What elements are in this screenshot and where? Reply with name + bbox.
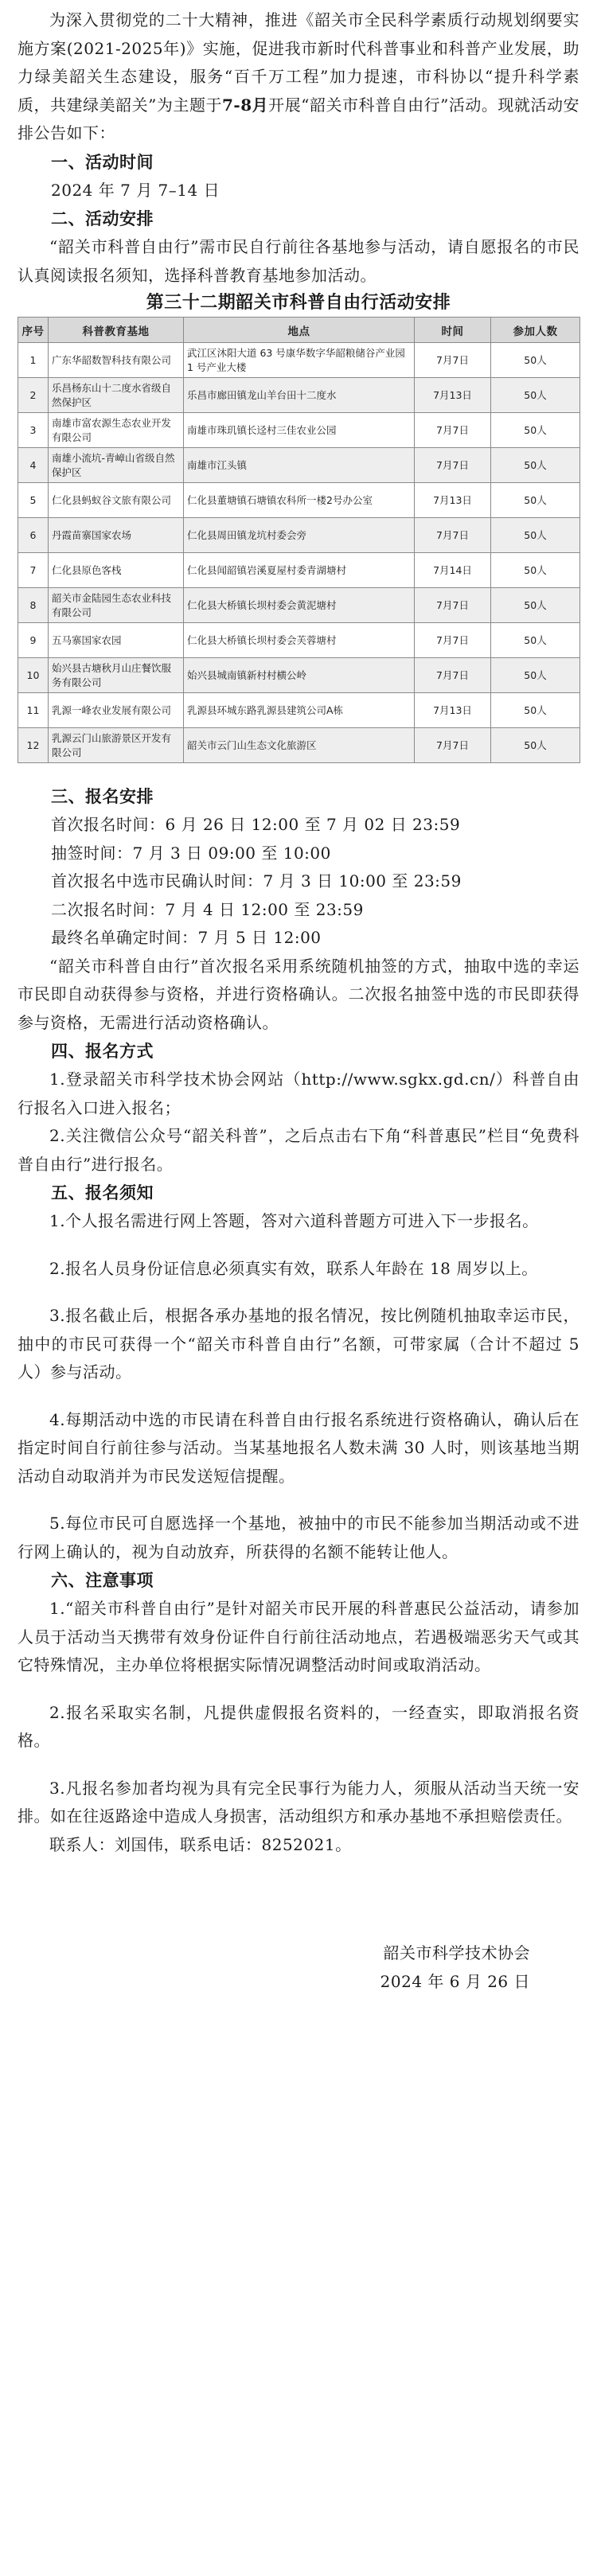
cell-index: 1 xyxy=(18,343,49,378)
table-header-row xyxy=(18,318,580,343)
table-row xyxy=(18,728,580,763)
cell-count: 50人 xyxy=(491,518,580,553)
notice-item: 3.报名截止后，根据各承办基地的报名情况，按比例随机抽取幸运市民，抽中的市民可获得一个“韶关市科普自由行”名额，可带家属（合计不超过 5 人）参与活动。 xyxy=(18,1306,579,1382)
schedule-line: 最终名单确定时间：7 月 5 日 12:00 xyxy=(51,928,322,947)
schedule-line: 二次报名时间：7 月 4 日 12:00 至 23:59 xyxy=(51,899,364,919)
cell-time: 7月7日 xyxy=(415,658,491,693)
cell-count: 50人 xyxy=(491,588,580,623)
cell-location: 乐昌市廊田镇龙山羊台田十二度水 xyxy=(184,378,415,413)
notice-item: 1.个人报名需进行网上答题，答对六道科普题方可进入下一步报名。 xyxy=(49,1211,539,1230)
caution-item: 3.凡报名参加者均视为具有完全民事行为能力人，须服从活动当天统一安排。如在往返路途中造成人身损害，活动组织方和承办基地不承担赔偿责任。 xyxy=(18,1778,579,1826)
cell-count: 50人 xyxy=(491,623,580,658)
cell-base: 仁化县蚂蚁谷文旅有限公司 xyxy=(49,483,184,518)
notice-item: 4.每期活动中选的市民请在科普自由行报名系统进行资格确认，确认后在指定时间自行前往参与活动。当某基地报名人数未满 30 人时，则该基地当期活动自动取消并为市民发送短信提醒。 xyxy=(18,1409,579,1486)
cell-index: 3 xyxy=(18,413,49,448)
cell-location: 始兴县城南镇新村村横公岭 xyxy=(184,658,415,693)
cell-time: 7月7日 xyxy=(415,588,491,623)
section2-heading: 二、活动安排 xyxy=(51,209,154,228)
header-location: 地点 xyxy=(184,318,415,343)
cell-index: 9 xyxy=(18,623,49,658)
cell-location: 武江区沐阳大道 63 号康华数字华韶粮储谷产业园 1 号产业大楼 xyxy=(184,343,415,378)
table-row xyxy=(18,413,580,448)
signature-org: 韶关市科学技术协会 xyxy=(383,1943,530,1962)
caution-item: 2.报名采取实名制，凡提供虚假报名资料的，一经查实，即取消报名资格。 xyxy=(18,1702,579,1750)
table-row xyxy=(18,658,580,693)
cell-index: 4 xyxy=(18,448,49,483)
cell-base: 南雄市富农源生态农业开发有限公司 xyxy=(49,413,184,448)
cell-location: 仁化县闻韶镇岩溪夏屋村委青湖塘村 xyxy=(184,553,415,588)
schedule-line: 首次报名时间：6 月 26 日 12:00 至 7 月 02 日 23:59 xyxy=(51,815,461,834)
signup-method-item: 2.关注微信公众号“韶关科普”，之后点击右下角“科普惠民”栏目“免费科普自由行”进行报名。 xyxy=(18,1126,579,1174)
table-row xyxy=(18,343,580,378)
cell-index: 5 xyxy=(18,483,49,518)
intro-bold-dates: 7-8月 xyxy=(221,95,269,115)
intro-text: 为深入贯彻党的二十大精神，推进《韶关市全民科学素质行动规划纲要实施方案(2021-2025年)》实施，促进我市新时代科普事业和科普产业发展，助力绿美韶关生态建设，服务“百千万工程”加力提速，市科协以“提升科学素质，共建绿美韶关”为主题于 xyxy=(18,10,579,115)
cell-location: 仁化县董塘镇石塘镇农科所一楼2号办公室 xyxy=(184,483,415,518)
table-row xyxy=(18,518,580,553)
cell-location: 南雄市珠玑镇长迳村三佳农业公园 xyxy=(184,413,415,448)
cell-base: 始兴县古塘秋月山庄餐饮服务有限公司 xyxy=(49,658,184,693)
section1-heading: 一、活动时间 xyxy=(51,152,154,172)
cell-count: 50人 xyxy=(491,693,580,728)
section4-heading: 四、报名方式 xyxy=(51,1042,154,1061)
cell-count: 50人 xyxy=(491,553,580,588)
table-row xyxy=(18,448,580,483)
intro-paragraph xyxy=(18,6,579,148)
cell-location: 仁化县大桥镇长坝村委会黄泥塘村 xyxy=(184,588,415,623)
cell-index: 8 xyxy=(18,588,49,623)
schedule-line: 首次报名中选市民确认时间：7 月 3 日 10:00 至 23:59 xyxy=(51,871,462,890)
contact-line: 联系人：刘国伟，联系电话：8252021。 xyxy=(49,1834,352,1854)
cell-base: 仁化县原色客栈 xyxy=(49,553,184,588)
header-count: 参加人数 xyxy=(491,318,580,343)
cell-location: 仁化县大桥镇长坝村委会芙蓉塘村 xyxy=(184,623,415,658)
cell-time: 7月7日 xyxy=(415,413,491,448)
cell-count: 50人 xyxy=(491,448,580,483)
cell-time: 7月13日 xyxy=(415,483,491,518)
header-time: 时间 xyxy=(415,318,491,343)
intro-text-tail: 开展“韶关市科普自由行”活动。现就活动安排公告如下： xyxy=(18,95,579,142)
section6-heading: 六、注意事项 xyxy=(51,1571,154,1590)
cell-location: 仁化县周田镇龙坑村委会旁 xyxy=(184,518,415,553)
cell-time: 7月14日 xyxy=(415,553,491,588)
cell-count: 50人 xyxy=(491,658,580,693)
cell-time: 7月7日 xyxy=(415,728,491,763)
table-row xyxy=(18,378,580,413)
cell-time: 7月7日 xyxy=(415,623,491,658)
cell-index: 11 xyxy=(18,693,49,728)
cell-count: 50人 xyxy=(491,378,580,413)
cell-base: 韶关市金陆园生态农业科技有限公司 xyxy=(49,588,184,623)
table-row xyxy=(18,483,580,518)
cell-base: 乳源云门山旅游景区开发有限公司 xyxy=(49,728,184,763)
cell-base: 乳源一峰农业发展有限公司 xyxy=(49,693,184,728)
signup-method-item: 1.登录韶关市科学技术协会网站（http://www.sgkx.gd.cn/）科普自由行报名入口进入报名； xyxy=(18,1070,579,1117)
schedule-line: 抽签时间：7 月 3 日 09:00 至 10:00 xyxy=(51,843,331,863)
cell-time: 7月13日 xyxy=(415,693,491,728)
section2-text: “韶关市科普自由行”需市民自行前往各基地参与活动，请自愿报名的市民认真阅读报名须知，选择科普教育基地参加活动。 xyxy=(18,237,579,285)
cell-count: 50人 xyxy=(491,343,580,378)
cell-location: 乳源县环城东路乳源县建筑公司A栋 xyxy=(184,693,415,728)
cell-time: 7月7日 xyxy=(415,343,491,378)
cell-time: 7月13日 xyxy=(415,378,491,413)
cell-count: 50人 xyxy=(491,728,580,763)
cell-base: 广东华韶数智科技有限公司 xyxy=(49,343,184,378)
cell-index: 12 xyxy=(18,728,49,763)
table-title: 第三十二期韶关市科普自由行活动安排 xyxy=(146,293,451,313)
section3-heading: 三、报名安排 xyxy=(51,787,154,806)
cell-location: 韶关市云门山生态文化旅游区 xyxy=(184,728,415,763)
caution-item: 1.“韶关市科普自由行”是针对韶关市民开展的科普惠民公益活动，请参加人员于活动当天携带有效身份证件自行前往活动地点，若遇极端恶劣天气或其它特殊情况，主办单位将根据实际情况调整活动时间或取消活动。 xyxy=(18,1599,579,1674)
cell-count: 50人 xyxy=(491,483,580,518)
header-index: 序号 xyxy=(18,318,49,343)
cell-base: 乐昌杨东山十二度水省级自然保护区 xyxy=(49,378,184,413)
cell-index: 2 xyxy=(18,378,49,413)
cell-index: 7 xyxy=(18,553,49,588)
cell-base: 南雄小流坑-青嶂山省级自然保护区 xyxy=(49,448,184,483)
table-row xyxy=(18,588,580,623)
table-row xyxy=(18,693,580,728)
event-date: 2024 年 7 月 7–14 日 xyxy=(51,180,220,200)
table-row xyxy=(18,623,580,658)
events-table xyxy=(18,317,580,763)
cell-index: 6 xyxy=(18,518,49,553)
cell-count: 50人 xyxy=(491,413,580,448)
notice-item: 5.每位市民可自愿选择一个基地，被抽中的市民不能参加当期活动或不进行网上确认的，视为自动放弃，所获得的名额不能转让他人。 xyxy=(18,1514,579,1561)
signature-date: 2024 年 6 月 26 日 xyxy=(380,1972,530,1991)
cell-base: 丹霞苗寨国家农场 xyxy=(49,518,184,553)
cell-base: 五马寨国家农园 xyxy=(49,623,184,658)
header-base: 科普教育基地 xyxy=(49,318,184,343)
section3-note: “韶关市科普自由行”首次报名采用系统随机抽签的方式，抽取中选的幸运市民即自动获得参与资格，并进行资格确认。二次报名抽签中选的市民即获得参与资格，无需进行活动资格确认。 xyxy=(18,956,579,1032)
section5-heading: 五、报名须知 xyxy=(51,1183,154,1202)
cell-time: 7月7日 xyxy=(415,518,491,553)
cell-location: 南雄市江头镇 xyxy=(184,448,415,483)
table-row xyxy=(18,553,580,588)
notice-item: 2.报名人员身份证信息必须真实有效，联系人年龄在 18 周岁以上。 xyxy=(49,1258,538,1278)
cell-time: 7月7日 xyxy=(415,448,491,483)
cell-index: 10 xyxy=(18,658,49,693)
